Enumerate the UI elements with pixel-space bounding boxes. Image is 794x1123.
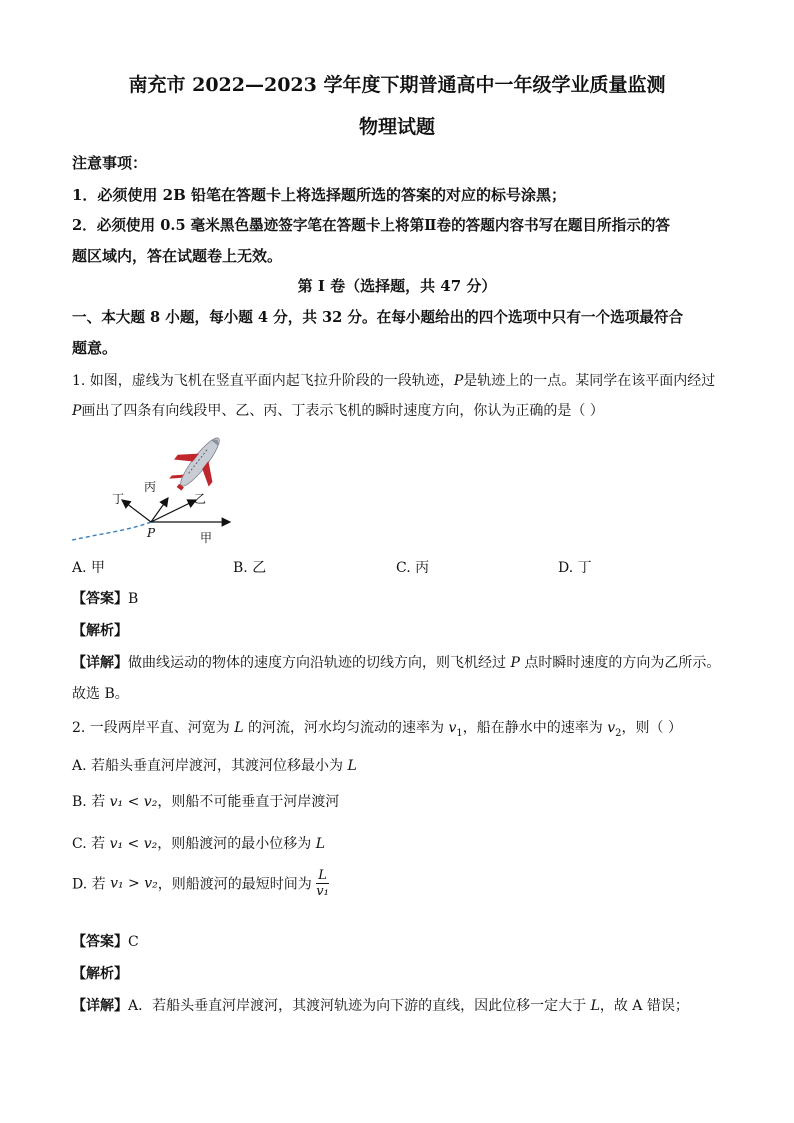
q1-stem-line2 bbox=[72, 400, 604, 420]
q2-option-d-text: ，则船渡河的最短时间为 bbox=[157, 876, 312, 893]
q1-option-c: C. 丙 bbox=[396, 560, 430, 576]
section-instruction-line2: 题意。 bbox=[72, 339, 118, 357]
notice-item-1: 1．必须使用 2B 铅笔在答题卡上将选择题所选的答案的对应的标号涂黑； bbox=[72, 186, 566, 204]
document-title: 南充市 2022—2023 学年度下期普通高中一年级学业质量监测 bbox=[128, 74, 666, 96]
q2-option-d-prefix: D. 若 bbox=[72, 876, 111, 893]
part-heading: 第 I 卷（选择题，共 47 分） bbox=[297, 277, 497, 295]
detail-text-b: 点时瞬时速度的方向为乙所示。 bbox=[519, 655, 721, 671]
q1-option-b: B. 乙 bbox=[233, 560, 267, 576]
fraction-denominator: v₁ bbox=[316, 884, 329, 899]
q2-var-v1-sub: 1 bbox=[456, 727, 463, 739]
q2-option-b-prefix: B. 若 bbox=[72, 794, 110, 810]
q2-var-v2: v bbox=[607, 720, 616, 736]
q2-analysis-tag: 【解析】 bbox=[72, 966, 128, 982]
q2-option-b-relation: v₁ < v₂ bbox=[109, 794, 158, 810]
q1-detail bbox=[72, 652, 720, 672]
notice-item-2-line2: 题区域内，答在试题卷上无效。 bbox=[72, 247, 283, 265]
q2-option-a-var: L bbox=[347, 758, 357, 774]
q2-stem-text-b: 的河流，河水均匀流动的速率为 bbox=[243, 720, 449, 736]
q1-option-d: D. 丁 bbox=[558, 560, 592, 576]
section-instruction-line1: 一、本大题 8 小题，每小题 4 分，共 32 分。在每小题给出的四个选项中只有一个选项最符合 bbox=[72, 309, 684, 326]
q2-stem bbox=[72, 717, 682, 739]
q2-detail-text-b: ，故 A 错误； bbox=[599, 998, 689, 1014]
q2-answer-tag: 【答案】 bbox=[72, 934, 128, 950]
q1-stem-text-c: 画出了四条有向线段甲、乙、丙、丁表示飞机的瞬时速度方向，你认为正确的是（ ） bbox=[81, 403, 604, 419]
trajectory-curve bbox=[72, 522, 151, 540]
label-bing: 丙 bbox=[144, 480, 157, 494]
q1-stem-text-b: 是轨迹上的一点。某同学在该平面内经过 bbox=[463, 373, 716, 389]
q2-stem-text-a: 2. 一段两岸平直、河宽为 bbox=[72, 720, 235, 736]
q2-detail bbox=[72, 995, 689, 1015]
arrow-yi bbox=[151, 500, 196, 522]
q2-var-v2-sub: 2 bbox=[615, 727, 622, 739]
notice-item-2-line1: 2．必须使用 0.5 毫米黑色墨迹签字笔在答题卡上将第Ⅱ卷的答题内容书写在题目所指示的答 bbox=[72, 217, 670, 234]
arrow-ding bbox=[122, 500, 151, 522]
notice-heading: 注意事项： bbox=[72, 154, 148, 172]
q2-option-c-prefix: C. 若 bbox=[72, 836, 110, 852]
q2-option-c bbox=[72, 833, 325, 853]
q2-stem-text-c: ，船在静水中的速率为 bbox=[462, 720, 608, 736]
q1-stem-text-a: 1. 如图，虚线为飞机在竖直平面内起飞拉升阶段的一段轨迹， bbox=[72, 373, 454, 389]
q1-analysis-tag: 【解析】 bbox=[72, 623, 128, 639]
q2-option-c-text: ，则船渡河的最小位移为 bbox=[157, 836, 316, 852]
q2-answer bbox=[72, 931, 139, 951]
q2-option-d-relation: v₁ > v₂ bbox=[110, 875, 158, 892]
q2-stem-text-d: ，则（ ） bbox=[621, 720, 682, 736]
q2-option-b-text: ，则船不可能垂直于河岸渡河 bbox=[157, 794, 340, 810]
label-jia: 甲 bbox=[200, 531, 213, 545]
detail-text-a: 做曲线运动的物体的速度方向沿轨迹的切线方向，则飞机经过 bbox=[128, 655, 511, 671]
q1-point-p-2: P bbox=[72, 403, 82, 419]
q2-option-d-fraction bbox=[316, 868, 329, 899]
q2-option-c-relation: v₁ < v₂ bbox=[109, 836, 158, 852]
document-subtitle: 物理试题 bbox=[358, 116, 435, 138]
q1-conclusion: 故选 B。 bbox=[72, 686, 129, 702]
q2-option-a-text: A. 若船头垂直河岸渡河，其渡河位移最小为 bbox=[72, 758, 348, 774]
label-p: P bbox=[147, 526, 156, 540]
q1-stem-line1 bbox=[72, 370, 715, 390]
detail-point-p: P bbox=[510, 655, 520, 671]
q2-answer-value: C bbox=[128, 934, 139, 950]
q2-var-v1: v bbox=[448, 720, 457, 736]
answer-value: B bbox=[128, 591, 139, 607]
label-ding: 丁 bbox=[112, 492, 125, 506]
q2-option-a bbox=[72, 755, 357, 775]
q1-option-a: A. 甲 bbox=[72, 560, 106, 576]
q2-detail-text-a: A．若船头垂直河岸渡河，其渡河轨迹为向下游的直线，因此位移一定大于 bbox=[128, 998, 591, 1014]
q2-detail-var: L bbox=[590, 998, 600, 1014]
q2-option-b bbox=[72, 791, 339, 811]
label-yi: 乙 bbox=[194, 492, 207, 506]
q2-option-d bbox=[72, 868, 329, 899]
q2-var-l: L bbox=[234, 720, 244, 736]
answer-tag: 【答案】 bbox=[72, 591, 128, 607]
detail-tag: 【详解】 bbox=[72, 655, 128, 671]
q1-point-p: P bbox=[453, 373, 464, 389]
q1-answer bbox=[72, 588, 138, 608]
q2-detail-tag: 【详解】 bbox=[72, 998, 128, 1014]
q2-option-c-var: L bbox=[315, 836, 326, 852]
fraction-numerator: L bbox=[318, 868, 327, 883]
